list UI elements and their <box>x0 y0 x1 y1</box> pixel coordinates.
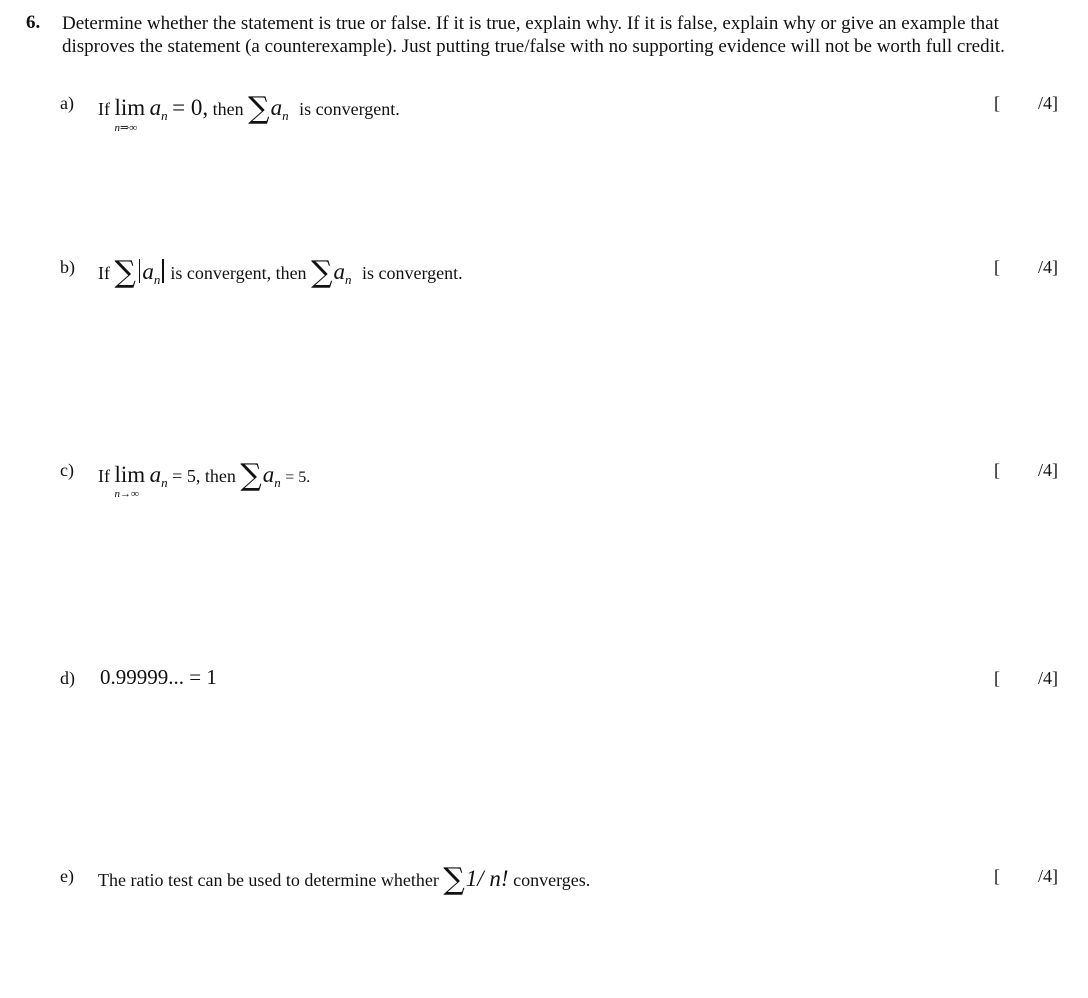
part-b <box>60 252 1070 292</box>
score-bracket: [ <box>994 668 1000 688</box>
score-marks: /4] <box>1038 460 1058 480</box>
statement-text: The ratio test can be used to determine whether <box>98 870 439 890</box>
sequence-term: a <box>149 95 162 120</box>
if-word: If <box>98 263 110 283</box>
score-bracket: [ <box>994 460 1000 480</box>
limit-subscript: n⇒∞ <box>114 122 138 134</box>
part-label: b) <box>60 257 75 277</box>
score-marks: /4] <box>1038 257 1058 277</box>
score-bracket: [ <box>994 866 1000 886</box>
instructions-line-1: Determine whether the statement is true or false. If it is true, explain why. If it is false, explain why or give an example that <box>62 13 999 34</box>
lim-word: lim <box>114 95 146 120</box>
sigma-symbol: ∑ <box>311 255 333 290</box>
part-c <box>60 455 1070 500</box>
part-c-statement <box>98 455 311 500</box>
limit-expression <box>114 95 146 134</box>
score-marks: /4] <box>1038 668 1058 688</box>
then-word: then <box>212 99 244 119</box>
sequence-term: a <box>142 259 154 284</box>
sigma-symbol: ∑ <box>248 91 270 126</box>
subscript-n: n <box>274 475 281 490</box>
part-a <box>60 88 1070 134</box>
statement-tail: is convergent. <box>361 263 463 283</box>
score-bracket: [ <box>994 257 1000 277</box>
score-marks: /4] <box>1038 866 1058 886</box>
part-d <box>60 663 1070 703</box>
if-word: If <box>98 466 110 486</box>
equals-five-then: = 5, then <box>172 466 236 486</box>
statement-tail: is convergent. <box>299 99 400 119</box>
score-bracket: [ <box>994 93 1000 113</box>
part-label: a) <box>60 93 74 113</box>
sigma-symbol: ∑ <box>240 458 262 493</box>
question-number: 6. <box>26 12 41 33</box>
statement-tail: = 5. <box>285 469 311 486</box>
part-d-expression: 0.99999... = 1 <box>100 665 217 689</box>
lim-word: lim <box>114 462 146 487</box>
score-marks: /4] <box>1038 93 1058 113</box>
part-label: e) <box>60 866 74 886</box>
abs-bar-right <box>162 259 164 283</box>
subscript-n: n <box>344 272 352 287</box>
limit-subscript: n→∞ <box>114 488 139 500</box>
sequence-term: a <box>270 95 283 120</box>
part-b-statement <box>98 252 463 290</box>
sequence-term: a <box>149 462 162 487</box>
sequence-term: a <box>262 462 275 487</box>
instructions-line-2: disproves the statement (a counterexample). Just putting true/false with no supporting evidence will not be worth full credit. <box>62 36 1005 57</box>
statement-tail: converges. <box>513 870 591 890</box>
sigma-symbol: ∑ <box>443 862 465 897</box>
subscript-n: n <box>153 272 161 287</box>
subscript-n: n <box>282 108 289 123</box>
sigma-symbol: ∑ <box>114 255 136 290</box>
subscript-n: n <box>161 475 168 490</box>
part-e-statement <box>98 859 591 897</box>
part-e <box>60 859 1070 899</box>
limit-expression <box>114 462 146 500</box>
subscript-n: n <box>161 108 168 123</box>
part-label: d) <box>60 668 75 688</box>
question-instructions <box>62 12 1005 58</box>
series-term: 1/ n! <box>465 866 509 891</box>
part-a-statement <box>98 88 400 134</box>
if-word: If <box>98 99 110 119</box>
abs-bar-left <box>139 259 141 283</box>
statement-middle: is convergent, then <box>170 263 307 283</box>
sequence-term: a <box>333 259 345 284</box>
equals-zero: = 0, <box>172 95 209 120</box>
part-label: c) <box>60 460 74 480</box>
